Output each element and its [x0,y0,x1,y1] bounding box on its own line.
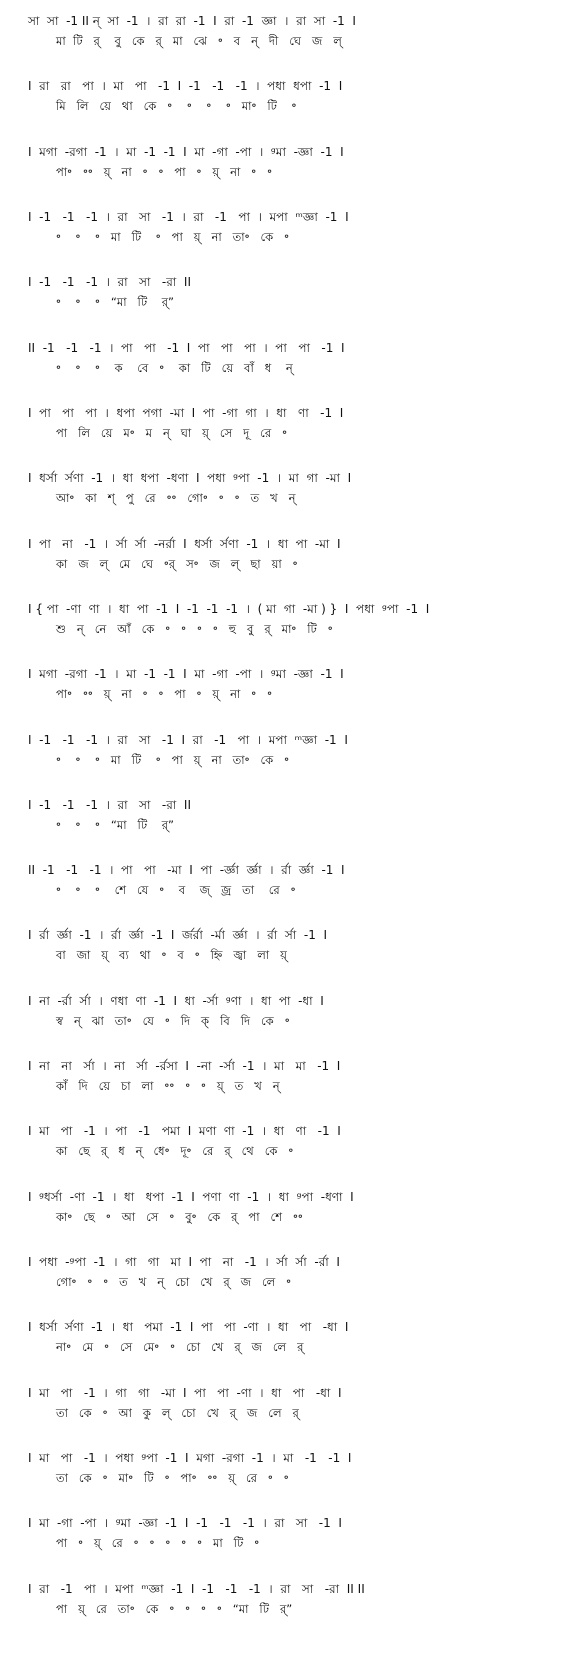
lyric-line: ॰ ॰ ॰ মা টি ॰ পা য়্ না তা॰ কে ॰ [56,230,290,244]
lyric-line: স্ব ন্ ঝা তা॰ যে ॰ দি ক্ বি দি কে ॰ [56,1014,290,1028]
lyric-line: তা কে ॰ আ কু ল্ চো খে র্ জ লে র্ [56,1406,299,1420]
lyric-line: মা টি র্ বু কে র্ মা ঝে ॰ ব ন্ দী ঘে জ ল্ [56,34,342,48]
swara-line: II -1 -1 -1 । পা পা -মা I পা -র্জ্ঞা র্জ্ঞা । র্রা র্জ্ঞা -1 I [28,863,345,877]
lyric-line: শু ন্ নে আঁ কে ॰ ॰ ॰ ॰ হু বু র্ মা॰ টি ॰ [56,622,333,636]
swara-line: I র্রা র্জ্ঞা -1 । র্রা র্জ্ঞা -1 I র্জর্রা -র্মা র্জ্ঞা । র্রা র্সা -1 I [28,928,327,942]
swara-line: I -1 -1 -1 । রা সা -রা II [28,275,191,289]
lyric-line: ॰ ॰ ॰ শে যে ॰ ব জ্ জ্র তা রে ॰ [56,883,296,897]
lyric-line: পা ॰ য়্ রে ॰ ॰ ॰ ॰ ॰ মা টি ॰ [56,1536,260,1550]
swara-line: সা সা -1 II ন্ সা -1 । রা রা -1 I রা -1 জ্ঞা । রা সা -1 I [28,14,356,28]
lyric-line: ॰ ॰ ॰ “মা টি র্” [56,295,175,309]
swara-line: I ᵍধর্সা -ণা -1 । ধা ধপা -1 I পণা ণা -1 । ধা ᵍপা -ধণা I [28,1190,354,1204]
lyric-line: পা॰ ॰॰ য়্ না ॰ ॰ পা ॰ য়্ না ॰ ॰ [56,687,273,701]
swara-line: I পধা -ᵍপা -1 । গা গা মা I পা না -1 । র্সা র্সা -র্রা I [28,1255,340,1269]
lyric-line: গো॰ ॰ ॰ ত খ ন্ চো খে র্ জ লে ॰ [56,1275,292,1289]
lyric-line: পা য়্ রে তা॰ কে ॰ ॰ ॰ ॰ “মা টি র্” [56,1602,293,1616]
swara-line: I রা -1 পা । মপা ᵐজ্ঞা -1 I -1 -1 -1 । রা সা -রা II II [28,1582,365,1596]
lyric-line: ॰ ॰ ॰ ক বে ॰ কা টি য়ে বাঁ ধ ন্ [56,361,293,375]
swara-line: I -1 -1 -1 । রা সা -রা II [28,798,191,812]
lyric-line: না॰ মে ॰ সে মে॰ ॰ চো খে র্ জ লে র্ [56,1340,304,1354]
swara-line: I মা পা -1 । পা -1 পমা I মণা ণা -1 । ধা ণা -1 I [28,1124,341,1138]
swara-line: I পা পা পা । ধপা পগা -মা I পা -গা গা । ধা ণা -1 I [28,406,344,420]
lyric-line: পা॰ ॰॰ য়্ না ॰ ॰ পা ॰ য়্ না ॰ ॰ [56,165,273,179]
swara-line: I মগা -রগা -1 । মা -1 -1 I মা -গা -পা । ᵍমা -জ্ঞা -1 I [28,667,344,681]
swara-line: I না না র্সা । না র্সা -র্রসা I -না -র্সা -1 । মা মা -1 I [28,1059,341,1073]
swara-line: I -1 -1 -1 । রা সা -1 । রা -1 পা । মপা ᵐজ্ঞা -1 I [28,210,349,224]
swara-line: I পা না -1 । র্সা র্সা -নর্রা I ধর্সা র্সণা -1 । ধা পা -মা I [28,537,341,551]
lyric-line: মি লি য়ে থা কে ॰ ॰ ॰ ॰ মা॰ টি ॰ [56,99,297,113]
swara-line: I রা রা পা । মা পা -1 I -1 -1 -1 । পধা ধপা -1 I [28,79,343,93]
swara-line: I মা -গা -পা । ᵍমা -জ্ঞা -1 I -1 -1 -1 । রা সা -1 I [28,1516,342,1530]
lyric-line: কাঁ দি য়ে চা লা ॰॰ ॰ ॰ য়্ ত খ ন্ [56,1079,280,1093]
swara-line: I মগা -রগা -1 । মা -1 -1 I মা -গা -পা । ᵍমা -জ্ঞা -1 I [28,145,344,159]
swara-line: I ধর্সা র্সণা -1 । ধা পমা -1 I পা পা -ণা । ধা পা -ধা I [28,1320,349,1334]
swara-line: I { পা -ণা ণা । ধা পা -1 I -1 -1 -1 । ( মা গা -মা ) } I পধা ᵍপা -1 I [28,602,430,616]
lyric-line: কা জ ল্ মে ঘে ॰র্ স॰ জ ল্ ছা য়া ॰ [56,557,298,571]
lyric-line: কা॰ ছে ॰ আ সে ॰ বু॰ কে র্ পা শে ॰॰ [56,1210,303,1224]
swara-line: I না -র্রা র্সা । ণধা ণা -1 I ধা -র্সা ᵍণা । ধা পা -ধা I [28,994,324,1008]
lyric-line: পা লি য়ে ম॰ ম ন্ ঘা য়্ সে দূ রে ॰ [56,426,288,440]
lyric-line: বা জা য়্ ব্য থা ॰ ব ॰ হ্নি জ্বা লা য়্ [56,948,287,962]
swara-line: I মা পা -1 । পধা ᵍপা -1 I মগা -রগা -1 । মা -1 -1 I [28,1451,352,1465]
lyric-line: ॰ ॰ ॰ মা টি ॰ পা য়্ না তা॰ কে ॰ [56,753,290,767]
lyric-line: ॰ ॰ ॰ “মা টি র্” [56,818,175,832]
swara-line: I মা পা -1 । গা গা -মা I পা পা -ণা । ধা পা -ধা I [28,1386,342,1400]
lyric-line: আ॰ কা শ্ পু রে ॰॰ গো॰ ॰ ॰ ত খ ন্ [56,491,296,505]
lyric-line: কা ছে র্ ধ ন্ ধে॰ দূ॰ রে র্ থে কে ॰ [56,1144,294,1158]
lyric-line: তা কে ॰ মা॰ টি ॰ পা॰ ॰॰ য়্ রে ॰ ॰ [56,1471,289,1485]
swara-line: II -1 -1 -1 । পা পা -1 I পা পা পা । পা পা -1 I [28,341,345,355]
swara-line: I -1 -1 -1 । রা সা -1 I রা -1 পা । মপা ᵐজ্ঞা -1 I [28,733,348,747]
swara-line: I ধর্সা র্সণা -1 । ধা ধপা -ধণা I পধা ᵍপা -1 । মা গা -মা I [28,471,352,485]
